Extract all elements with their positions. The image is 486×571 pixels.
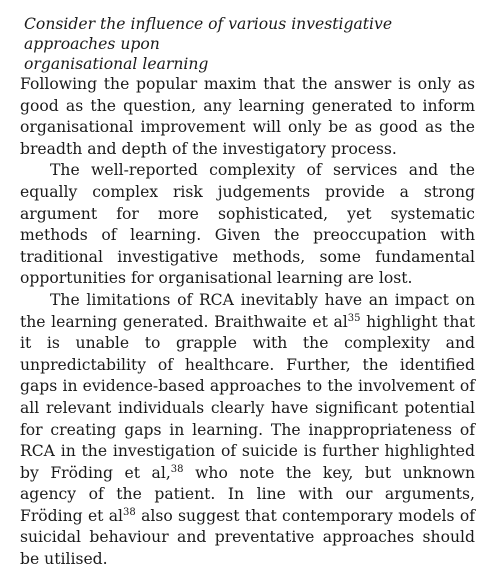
paragraph-3-text-4: also suggest that contemporary models of suicidal behaviour and preventative approaches should be utilised.: [20, 506, 475, 569]
citation-38: 38: [170, 463, 184, 475]
paragraph-3-text-1: The limitations of RCA inevitably have an impact on the learning generated. Braithwaite et al: [20, 290, 475, 331]
paragraph-2: The well-reported complexity of services and the equally complex risk judgements provide a strong argument for more sophisticated, yet systematic methods of learning. Given the preoccupation with traditional investigative methods, some fundamental opportunities for organisational learning are lost.: [20, 161, 475, 288]
document-page: [20, 14, 475, 571]
citation-35: 35: [347, 312, 361, 324]
citation-38-second: 38: [123, 506, 136, 518]
paragraph-3-text-3: who note the key, but unknown agency of the patient. In line with our arguments, Fröding et al: [20, 463, 475, 525]
paragraph-1: Following the popular maxim that the answer is only as good as the question, any learning generated to inform organisational improvement will only be as good as the breadth and depth of the investigatory process.: [20, 75, 475, 158]
section-heading-line-1: Consider the influence of various investigative approaches upon: [24, 15, 393, 53]
section-heading: [24, 14, 475, 74]
paragraph-3-text-2: highlight that it is unable to grapple with the complexity and unpredictability of healthcare. Further, the identified gaps in evidence-based approaches to the involvement of all relevant individuals clearly have significant potential for creating gaps in learning. The inappropriateness of RCA in the investigation of suicide is further highlighted by Fröding et al,: [20, 312, 475, 482]
section-heading-line-2: organisational learning: [24, 55, 209, 73]
